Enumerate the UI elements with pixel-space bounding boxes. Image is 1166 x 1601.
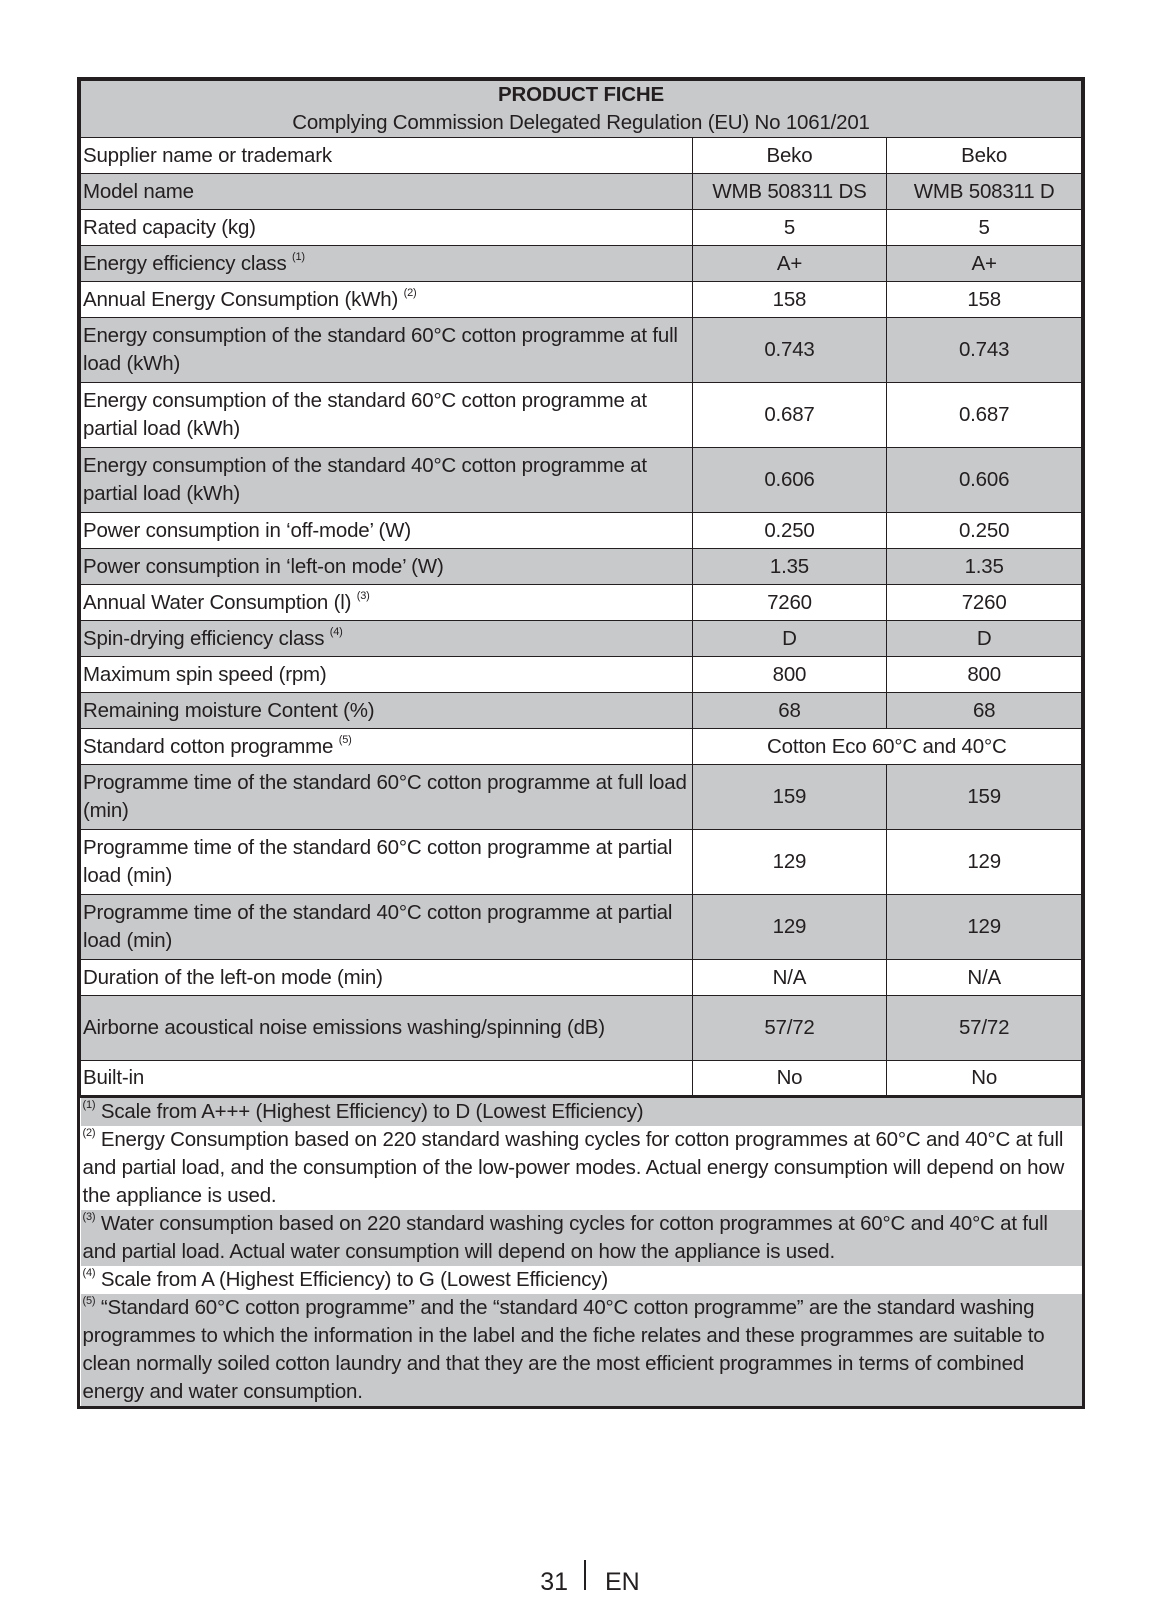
page-subtitle: Complying Commission Delegated Regulation (EU) No 1061/201 bbox=[81, 109, 1082, 138]
page-footer bbox=[0, 1560, 1166, 1600]
footnote-ref: (2) bbox=[403, 286, 417, 299]
row-value-merged: Cotton Eco 60°C and 40°C bbox=[692, 729, 1081, 765]
footnote-text: Energy Consumption based on 220 standard washing cycles for cotton programmes at 60°C and 40°C at full and partial load, and the consumption of the low-power modes. Actual energy consumption will depend on how the appliance is used. bbox=[82, 1128, 1065, 1207]
value-model-1: 800 bbox=[692, 657, 887, 693]
footer-divider bbox=[584, 1560, 586, 1590]
value-model-2: 1.35 bbox=[887, 549, 1082, 585]
row-label-text: Power consumption in ‘left-on mode’ (W) bbox=[83, 554, 444, 578]
row-label-text: Duration of the left-on mode (min) bbox=[83, 965, 383, 989]
footnote-row bbox=[81, 1097, 1082, 1127]
value-model-1: 7260 bbox=[692, 585, 887, 621]
footnote-row bbox=[81, 1126, 1082, 1210]
row-label-text: Supplier name or trademark bbox=[83, 143, 332, 167]
value-model-2: 800 bbox=[887, 657, 1082, 693]
value-model-1: 129 bbox=[692, 830, 887, 895]
value-model-2: 129 bbox=[887, 830, 1082, 895]
table-row bbox=[81, 693, 1082, 729]
value-model-2: 0.687 bbox=[887, 383, 1082, 448]
row-label-text: Programme time of the standard 40°C cotton programme at partial load (min) bbox=[83, 901, 673, 952]
row-label-text: Built-in bbox=[83, 1066, 145, 1089]
value-model-2: 0.743 bbox=[887, 318, 1082, 383]
value-model-2: Beko bbox=[887, 138, 1082, 174]
row-label-text: Airborne acoustical noise emissions washing/spinning (dB) bbox=[83, 1016, 605, 1039]
row-label bbox=[81, 210, 693, 246]
table-row bbox=[81, 830, 1082, 895]
table-row bbox=[81, 549, 1082, 585]
row-label bbox=[81, 513, 693, 549]
language-code: EN bbox=[605, 1568, 640, 1596]
value-model-2: No bbox=[887, 1061, 1082, 1097]
value-model-2: WMB 508311 D bbox=[887, 174, 1082, 210]
table-row bbox=[81, 960, 1082, 996]
row-label bbox=[81, 621, 693, 657]
row-label bbox=[81, 960, 693, 996]
row-label bbox=[81, 693, 693, 729]
row-label bbox=[81, 996, 693, 1061]
value-model-1: 129 bbox=[692, 895, 887, 960]
table-row bbox=[81, 282, 1082, 318]
value-model-1: D bbox=[692, 621, 887, 657]
value-model-2: 7260 bbox=[887, 585, 1082, 621]
table-row bbox=[81, 210, 1082, 246]
table-row bbox=[81, 621, 1082, 657]
table-row bbox=[81, 318, 1082, 383]
value-model-1: 0.687 bbox=[692, 383, 887, 448]
footnote-text: Scale from A (Highest Efficiency) to G (Lowest Efficiency) bbox=[100, 1268, 609, 1291]
value-model-2: A+ bbox=[887, 246, 1082, 282]
row-label bbox=[81, 729, 693, 765]
footnote-marker: (4) bbox=[82, 1267, 96, 1280]
value-model-2: 57/72 bbox=[887, 996, 1082, 1061]
footnote-text: “Standard 60°C cotton programme” and the “standard 40°C cotton programme” are the standard washing programmes to which the information in the label and the fiche relates and these programmes are suitable to clean normally soiled cotton laundry and that they are the most efficient programmes in terms of combined energy and water consumption. bbox=[82, 1296, 1045, 1403]
value-model-1: A+ bbox=[692, 246, 887, 282]
row-label-text: Maximum spin speed (rpm) bbox=[83, 662, 327, 686]
footnote bbox=[81, 1126, 1082, 1210]
footnote-text: Scale from A+++ (Highest Efficiency) to D (Lowest Efficiency) bbox=[100, 1100, 644, 1123]
value-model-1: Beko bbox=[692, 138, 887, 174]
value-model-2: 129 bbox=[887, 895, 1082, 960]
product-fiche bbox=[77, 77, 1085, 1409]
table-row bbox=[81, 383, 1082, 448]
value-model-1: 159 bbox=[692, 765, 887, 830]
value-model-1: N/A bbox=[692, 960, 887, 996]
table-row bbox=[81, 996, 1082, 1061]
value-model-1: 57/72 bbox=[692, 996, 887, 1061]
footnote-ref: (4) bbox=[329, 625, 343, 638]
page-title: PRODUCT FICHE bbox=[81, 81, 1082, 110]
footnote-text: Water consumption based on 220 standard washing cycles for cotton programmes at 60°C and 40°C at full and partial load. Actual water consumption will depend on how the appliance is used. bbox=[82, 1212, 1048, 1263]
row-label-text: Annual Energy Consumption (kWh) bbox=[83, 287, 399, 311]
row-label-text: Programme time of the standard 60°C cotton programme at full load (min) bbox=[83, 771, 687, 822]
row-label-text: Energy consumption of the standard 60°C cotton programme at partial load (kWh) bbox=[83, 389, 647, 440]
value-model-1: 5 bbox=[692, 210, 887, 246]
table-row bbox=[81, 895, 1082, 960]
table-row bbox=[81, 138, 1082, 174]
footnote-marker: (2) bbox=[82, 1127, 96, 1140]
row-label-text: Annual Water Consumption (l) bbox=[83, 590, 352, 614]
row-label bbox=[81, 318, 693, 383]
fiche-table bbox=[80, 80, 1082, 1406]
row-label-text: Programme time of the standard 60°C cotton programme at partial load (min) bbox=[83, 836, 673, 887]
table-row bbox=[81, 657, 1082, 693]
value-model-1: WMB 508311 DS bbox=[692, 174, 887, 210]
table-row bbox=[81, 246, 1082, 282]
footnote-row bbox=[81, 1210, 1082, 1266]
value-model-2: 68 bbox=[887, 693, 1082, 729]
value-model-2: 158 bbox=[887, 282, 1082, 318]
row-label-text: Power consumption in ‘off-mode’ (W) bbox=[83, 518, 411, 542]
row-label bbox=[81, 765, 693, 830]
table-row bbox=[81, 585, 1082, 621]
value-model-1: 0.250 bbox=[692, 513, 887, 549]
value-model-2: D bbox=[887, 621, 1082, 657]
row-label bbox=[81, 830, 693, 895]
value-model-2: 5 bbox=[887, 210, 1082, 246]
row-label bbox=[81, 585, 693, 621]
value-model-2: 159 bbox=[887, 765, 1082, 830]
table-row bbox=[81, 1061, 1082, 1097]
row-label-text: Energy consumption of the standard 60°C cotton programme at full load (kWh) bbox=[83, 324, 678, 375]
footnote-marker: (3) bbox=[82, 1211, 96, 1224]
footnote bbox=[81, 1210, 1082, 1266]
value-model-1: 158 bbox=[692, 282, 887, 318]
row-label bbox=[81, 895, 693, 960]
row-label-text: Rated capacity (kg) bbox=[83, 215, 256, 239]
row-label bbox=[81, 138, 693, 174]
page-number: 31 bbox=[540, 1568, 568, 1596]
row-label bbox=[81, 549, 693, 585]
value-model-2: 0.250 bbox=[887, 513, 1082, 549]
value-model-1: 0.743 bbox=[692, 318, 887, 383]
row-label bbox=[81, 246, 693, 282]
footnote-marker: (5) bbox=[82, 1295, 96, 1308]
row-label-text: Model name bbox=[83, 179, 194, 203]
row-label bbox=[81, 1061, 693, 1097]
value-model-1: 1.35 bbox=[692, 549, 887, 585]
footnote-ref: (5) bbox=[338, 733, 352, 746]
row-label bbox=[81, 174, 693, 210]
footnote bbox=[81, 1266, 1082, 1294]
table-row bbox=[81, 174, 1082, 210]
row-label bbox=[81, 448, 693, 513]
row-label-text: Energy consumption of the standard 40°C cotton programme at partial load (kWh) bbox=[83, 454, 647, 505]
table-row bbox=[81, 448, 1082, 513]
row-label-text: Energy efficiency class bbox=[83, 251, 287, 275]
row-label-text: Standard cotton programme bbox=[83, 734, 334, 758]
footnote-marker: (1) bbox=[82, 1099, 96, 1112]
row-label bbox=[81, 383, 693, 448]
table-row bbox=[81, 765, 1082, 830]
footnote-ref: (3) bbox=[356, 589, 370, 602]
row-label-text: Spin-drying efficiency class bbox=[83, 626, 325, 650]
footnote bbox=[81, 1097, 1082, 1127]
footnote-ref: (1) bbox=[292, 250, 305, 263]
table-row bbox=[81, 729, 1082, 765]
footnote-row bbox=[81, 1266, 1082, 1294]
row-label-text: Remaining moisture Content (%) bbox=[83, 698, 375, 722]
value-model-1: 0.606 bbox=[692, 448, 887, 513]
row-label bbox=[81, 282, 693, 318]
value-model-1: 68 bbox=[692, 693, 887, 729]
table-row bbox=[81, 513, 1082, 549]
value-model-1: No bbox=[692, 1061, 887, 1097]
row-label bbox=[81, 657, 693, 693]
footnote bbox=[81, 1294, 1082, 1406]
value-model-2: N/A bbox=[887, 960, 1082, 996]
footnote-row bbox=[81, 1294, 1082, 1406]
value-model-2: 0.606 bbox=[887, 448, 1082, 513]
